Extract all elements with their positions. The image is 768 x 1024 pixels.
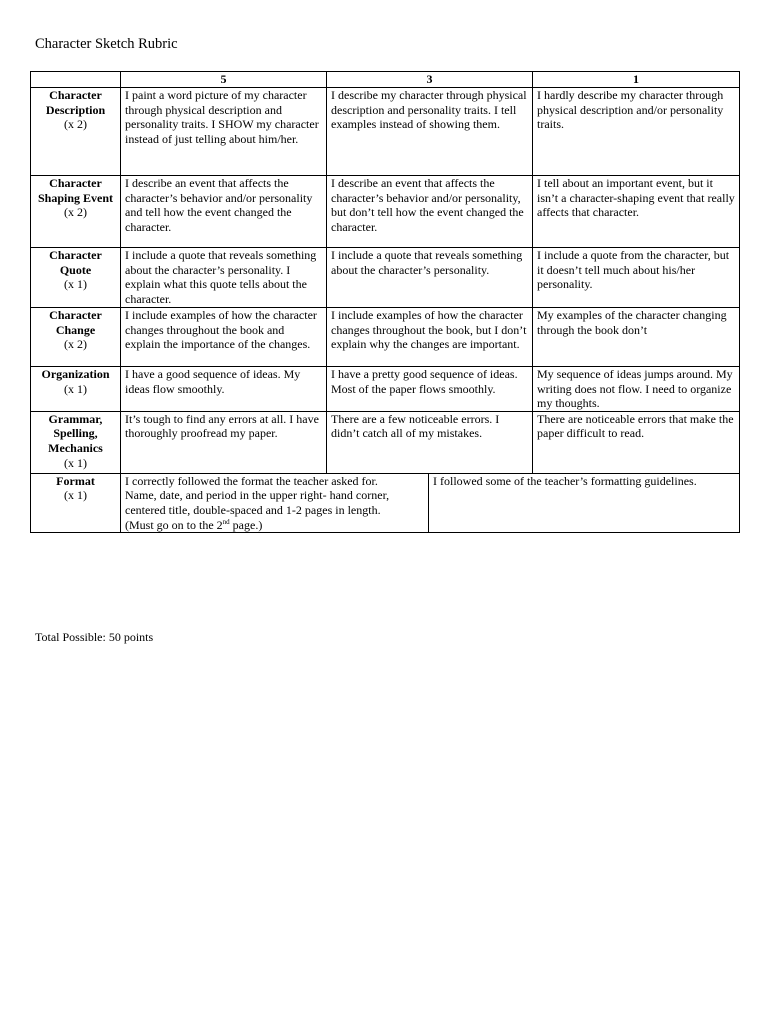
score-3-cell [327, 248, 533, 308]
criterion-multiplier: (x 1) [64, 277, 87, 292]
table-row [31, 88, 740, 176]
descriptor-text: I include examples of how the character changes throughout the book, but I don’t explain why the changes are important. [331, 308, 527, 352]
descriptor-text: I describe an event that affects the character’s behavior and/or personality, but don’t tell how the event changed the character. [331, 176, 524, 234]
criterion-cell [31, 308, 121, 367]
descriptor-text: I hardly describe my character through physical description and/or personality traits. [537, 88, 724, 132]
criterion-name: Character Shaping Event [37, 176, 114, 205]
descriptor-text: I include a quote that reveals something about the character’s personality. [331, 248, 523, 277]
descriptor-text: I describe an event that affects the character’s behavior and/or personality and tell how the event changed the character. [125, 176, 313, 234]
score-1-cell [533, 88, 740, 176]
criterion-multiplier: (x 1) [64, 455, 87, 470]
format-line: centered title, double-spaced and 1-2 pages in length. [125, 502, 381, 517]
descriptor-text: I followed some of the teacher’s formatting guidelines. [433, 473, 697, 488]
score-3-cell [327, 88, 533, 176]
criterion-multiplier: (x 1) [64, 488, 87, 503]
rubric-table [30, 71, 740, 533]
total-possible: Total Possible: 50 points [35, 630, 154, 644]
criterion-multiplier: (x 2) [64, 337, 87, 352]
format-row [31, 473, 740, 532]
score-5-cell [121, 411, 327, 473]
criterion-cell [31, 473, 121, 532]
descriptor-text: I tell about an important event, but it isn’t a character-shaping event that really affects that character. [537, 176, 735, 220]
descriptor-text: There are a few noticeable errors. I didn’t catch all of my mistakes. [331, 411, 500, 441]
score-5-header: 5 [121, 72, 327, 88]
descriptor-text: I include a quote from the character, but it doesn’t tell much about his/her personality. [537, 248, 730, 292]
criterion-cell [31, 367, 121, 412]
score-3-cell [327, 176, 533, 248]
criterion-name: Grammar, Spelling, Mechanics [48, 411, 103, 455]
criterion-name: Format [56, 473, 95, 488]
score-5-cell [121, 248, 327, 308]
criterion-cell [31, 411, 121, 473]
score-3-cell [327, 367, 533, 412]
score-3-header: 3 [327, 72, 533, 88]
descriptor-text: I have a pretty good sequence of ideas. Most of the paper flows smoothly. [331, 367, 518, 396]
table-row [31, 176, 740, 248]
criterion-multiplier: (x 2) [64, 205, 87, 220]
table-row [31, 411, 740, 473]
score-5-cell [121, 308, 327, 367]
header-blank-cell [31, 72, 121, 88]
criterion-cell [31, 248, 121, 308]
format-line-text: page.) [229, 517, 263, 532]
criterion-name: Character Quote [49, 248, 102, 277]
score-1-cell [533, 176, 740, 248]
score-1-cell [533, 367, 740, 412]
document-title: Character Sketch Rubric [35, 36, 178, 52]
criterion-cell [31, 176, 121, 248]
descriptor-text: I include examples of how the character changes throughout the book and explain the importance of the changes. [125, 308, 317, 352]
score-1-header: 1 [533, 72, 740, 88]
format-line [125, 518, 424, 533]
score-5-cell [121, 88, 327, 176]
criterion-cell [31, 88, 121, 176]
format-line: I correctly followed the format the teacher asked for. [125, 473, 378, 488]
criterion-multiplier: (x 1) [64, 381, 87, 396]
table-row [31, 367, 740, 412]
format-line: Name, date, and period in the upper right- hand corner, [125, 488, 390, 503]
descriptor-text: I include a quote that reveals something about the character’s personality. I explain what this quote tells about the character. [125, 248, 317, 306]
score-5-cell [121, 367, 327, 412]
criterion-name: Organization [41, 367, 110, 381]
criterion-multiplier: (x 2) [64, 117, 87, 132]
descriptor-text: It’s tough to find any errors at all. I have thoroughly proofread my paper. [125, 411, 319, 441]
descriptor-text: My sequence of ideas jumps around. My writing does not flow. I need to organize my thoughts. [537, 367, 733, 411]
table-row [31, 308, 740, 367]
format-line-text: (Must go on to the 2 [125, 517, 223, 532]
table-row [31, 248, 740, 308]
score-3-cell [327, 308, 533, 367]
score-1-cell [533, 308, 740, 367]
score-1-cell [533, 248, 740, 308]
format-partial-credit-cell [429, 473, 740, 532]
score-5-cell [121, 176, 327, 248]
descriptor-text: I describe my character through physical description and personality traits. I tell examples instead of showing them. [331, 88, 527, 132]
score-3-cell [327, 411, 533, 473]
criterion-name: Character Change [49, 308, 102, 337]
ordinal-suffix: nd [222, 517, 230, 526]
descriptor-text: There are noticeable errors that make the paper difficult to read. [537, 411, 734, 441]
descriptor-text: I paint a word picture of my character through physical description and personality traits. I SHOW my character instead of just telling about him/her. [125, 88, 319, 146]
descriptor-text: My examples of the character changing through the book don’t [537, 308, 727, 337]
header-row [31, 72, 740, 88]
score-1-cell [533, 411, 740, 473]
format-full-credit-cell [121, 473, 429, 532]
criterion-name: Character Description [45, 88, 106, 117]
descriptor-text: I have a good sequence of ideas. My ideas flow smoothly. [125, 367, 301, 396]
